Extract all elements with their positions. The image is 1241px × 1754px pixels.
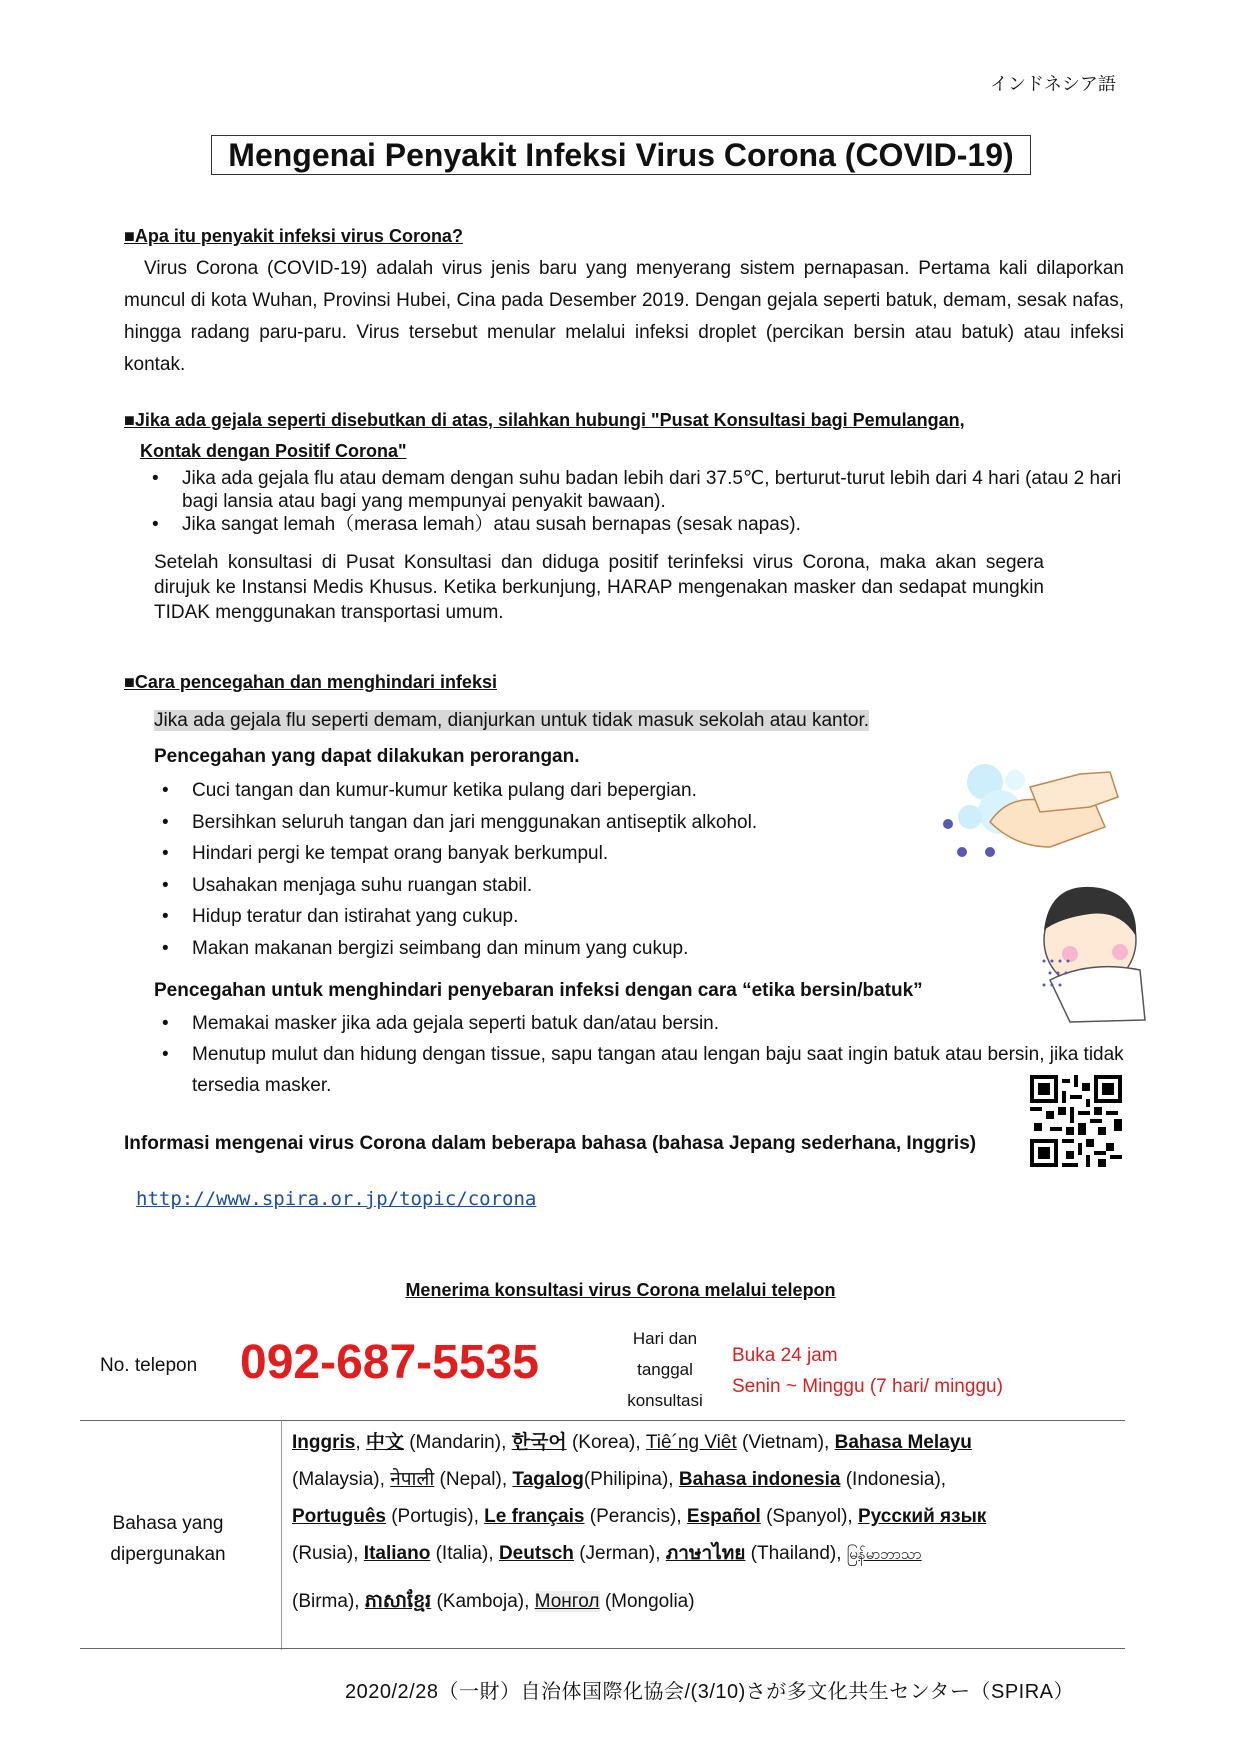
lang-note: (Philipina), bbox=[583, 1469, 674, 1490]
lang-italian[interactable]: Italiano bbox=[363, 1543, 431, 1564]
lang-note: (Jerman), bbox=[579, 1543, 661, 1564]
list-item: • Usahakan menjaga suhu ruangan stabil. bbox=[152, 870, 912, 902]
lang-note: (Spanyol), bbox=[766, 1506, 853, 1527]
hours-line: Senin ~ Minggu (7 hari/ minggu) bbox=[732, 1376, 1003, 1397]
lang-note: (Rusia), bbox=[292, 1543, 359, 1564]
info-text: Informasi mengenai virus Corona dalam beberapa bahasa (bahasa Jepang sederhana, Inggris) bbox=[124, 1133, 977, 1154]
highlight-text: Jika ada gejala flu seperti demam, dianjurkan untuk tidak masuk sekolah atau kantor. bbox=[154, 710, 870, 731]
personal-prevention-list bbox=[152, 775, 912, 964]
table-bottom-divider bbox=[80, 1648, 1125, 1649]
prevention-subheading-personal: Pencegahan yang dapat dilakukan perorangan. bbox=[154, 746, 580, 767]
footer-credit: 2020/2/28（一財）自治体国際化協会/(3/10)さが多文化共生センター（SPIRA） bbox=[345, 1681, 1074, 1703]
sneeze-dots-icon bbox=[1040, 955, 1080, 1000]
list-item: • Memakai masker jika ada gejala seperti batuk dan/atau bersin. bbox=[152, 1008, 1137, 1039]
lang-note: (Mandarin), bbox=[409, 1432, 507, 1453]
phone-label: No. telepon bbox=[100, 1355, 198, 1376]
days-label-line: Hari dan bbox=[632, 1329, 698, 1348]
lang-note: (Vietnam), bbox=[742, 1432, 830, 1453]
page-title: Mengenai Penyakit Infeksi Virus Corona (COVID-19) bbox=[211, 135, 1031, 175]
language-tag: インドネシア語 bbox=[990, 74, 1116, 94]
lang-note: (Indonesia), bbox=[845, 1469, 947, 1490]
list-item: • Hidup teratur dan istirahat yang cukup. bbox=[152, 901, 912, 933]
section-heading-what-is: ■Apa itu penyakit infeksi virus Corona? bbox=[124, 226, 463, 246]
days-label-line: konsultasi bbox=[627, 1391, 703, 1410]
languages-label-line: dipergunakan bbox=[110, 1544, 226, 1565]
lang-mongolian[interactable]: Монгол bbox=[534, 1591, 600, 1612]
lang-german[interactable]: Deutsch bbox=[498, 1543, 574, 1564]
consult-heading: Menerima konsultasi virus Corona melalui telepon bbox=[405, 1280, 836, 1300]
lang-nepali[interactable]: नेपाली bbox=[390, 1469, 435, 1490]
list-item: • Jika sangat lemah（merasa lemah）atau susah bernapas (sesak napas). bbox=[142, 513, 1127, 536]
days-label-line: tanggal bbox=[637, 1360, 693, 1379]
etiquette-list bbox=[152, 1008, 1137, 1101]
list-item: • Cuci tangan dan kumur-kumur ketika pulang dari bepergian. bbox=[152, 775, 912, 807]
after-consult-text: Setelah konsultasi di Pusat Konsultasi dan diduga positif terinfeksi virus Corona, maka akan segera dirujuk ke Instansi Medis Khusus. Ketika berkunjung, HARAP mengenakan masker dan sedapat mungkin TIDAK menggunakan transportasi umum. bbox=[154, 552, 1044, 623]
lang-korean[interactable]: 한국어 bbox=[511, 1432, 567, 1453]
lang-note: (Mongolia) bbox=[604, 1591, 695, 1612]
languages-line bbox=[292, 1535, 1112, 1573]
lang-russian[interactable]: Русский язык bbox=[857, 1506, 987, 1527]
languages-label-line: Bahasa yang bbox=[112, 1513, 224, 1534]
list-item: • Hindari pergi ke tempat orang banyak berkumpul. bbox=[152, 838, 912, 870]
days-label bbox=[600, 1323, 730, 1416]
table-divider bbox=[80, 1420, 1125, 1421]
lang-note: (Kamboja), bbox=[436, 1591, 530, 1612]
info-link-wrap bbox=[136, 1188, 536, 1210]
section-what-is-body bbox=[124, 253, 1124, 381]
list-item: • Makan makanan bergizi seimbang dan minum yang cukup. bbox=[152, 933, 912, 965]
languages-line bbox=[292, 1498, 1112, 1535]
sneezing-child-icon bbox=[1030, 870, 1150, 1035]
symptom-list bbox=[142, 467, 1127, 536]
lang-thai[interactable]: ภาษาไทย bbox=[665, 1543, 746, 1564]
lang-tagalog[interactable]: Tagalog bbox=[512, 1469, 584, 1490]
info-link[interactable]: http://www.spira.or.jp/topic/corona bbox=[136, 1188, 537, 1210]
lang-note: (Portugis), bbox=[391, 1506, 479, 1527]
languages-label bbox=[88, 1508, 248, 1570]
lang-note: (Italia), bbox=[435, 1543, 494, 1564]
languages-list bbox=[292, 1424, 1112, 1620]
languages-line bbox=[292, 1583, 1112, 1620]
lang-khmer[interactable]: ភាសាខ្មែរ bbox=[364, 1591, 432, 1612]
hands-washing-icon bbox=[930, 752, 1130, 877]
list-item: • Bersihkan seluruh tangan dan jari menggunakan antiseptik alkohol. bbox=[152, 807, 912, 839]
section-heading-prevention: ■Cara pencegahan dan menghindari infeksi bbox=[124, 672, 497, 692]
languages-line: Inggris, 中文 (Mandarin), 한국어 (Korea), Tiê´ng Viêt (Vietnam), Bahasa Melayu bbox=[292, 1432, 972, 1453]
lang-burmese[interactable]: မြန်မာဘာသာ bbox=[846, 1546, 922, 1563]
highlight-note bbox=[154, 710, 869, 732]
lang-chinese[interactable]: 中文 bbox=[365, 1432, 404, 1453]
lang-spanish[interactable]: Español bbox=[686, 1506, 761, 1527]
lang-indonesian[interactable]: Bahasa indonesia bbox=[678, 1469, 841, 1490]
section-heading-contact: ■Jika ada gejala seperti disebutkan di atas, silahkan hubungi "Pusat Konsultasi bagi Pemulangan, bbox=[124, 410, 965, 430]
prevention-subheading-etiquette: Pencegahan untuk menghindari penyebaran infeksi dengan cara “etika bersin/batuk” bbox=[154, 980, 923, 1001]
lang-note: (Perancis), bbox=[589, 1506, 682, 1527]
table-column-divider bbox=[281, 1420, 282, 1650]
lang-malay[interactable]: Bahasa Melayu bbox=[834, 1432, 972, 1453]
phone-number[interactable]: 092-687-5535 bbox=[240, 1336, 539, 1389]
lang-portuguese[interactable]: Português bbox=[292, 1506, 386, 1527]
lang-french[interactable]: Le français bbox=[484, 1506, 585, 1527]
qr-code-icon[interactable] bbox=[1030, 1075, 1122, 1172]
lang-note: (Birma), bbox=[292, 1591, 360, 1612]
languages-line bbox=[292, 1461, 1112, 1498]
lang-note: (Korea), bbox=[571, 1432, 641, 1453]
lang-note: (Nepal), bbox=[439, 1469, 508, 1490]
lang-vietnamese[interactable]: Tiê´ng Viêt bbox=[645, 1432, 737, 1453]
what-is-text: Virus Corona (COVID-19) adalah virus jenis baru yang menyerang sistem pernapasan. Pertama kali dilaporkan muncul di kota Wuhan, Provinsi Hubei, Cina pada Desember 2019. Dengan gejala seperti batuk, demam, sesak nafas, hingga radang paru-paru. Virus tersebut menular melalui infeksi droplet (percikan bersin atau batuk) atau infeksi kontak. bbox=[124, 258, 1124, 375]
lang-note: (Malaysia), bbox=[292, 1469, 385, 1490]
list-item: • Jika ada gejala flu atau demam dengan suhu badan lebih dari 37.5℃, berturut-turut lebih dari 4 hari (atau 2 hari bagi lansia atau bagi yang mempunyai penyakit bawaan). bbox=[142, 467, 1127, 513]
list-item: • Menutup mulut dan hidung dengan tissue, sapu tangan atau lengan baju saat ingin batuk atau bersin, jika tidak tersedia masker. bbox=[152, 1039, 1137, 1101]
section-heading-contact-line2: Kontak dengan Positif Corona" bbox=[140, 441, 407, 461]
lang-english[interactable]: Inggris bbox=[292, 1432, 356, 1453]
lang-note: (Thailand), bbox=[750, 1543, 842, 1564]
hours-line: Buka 24 jam bbox=[732, 1345, 838, 1366]
opening-hours bbox=[732, 1340, 1003, 1402]
